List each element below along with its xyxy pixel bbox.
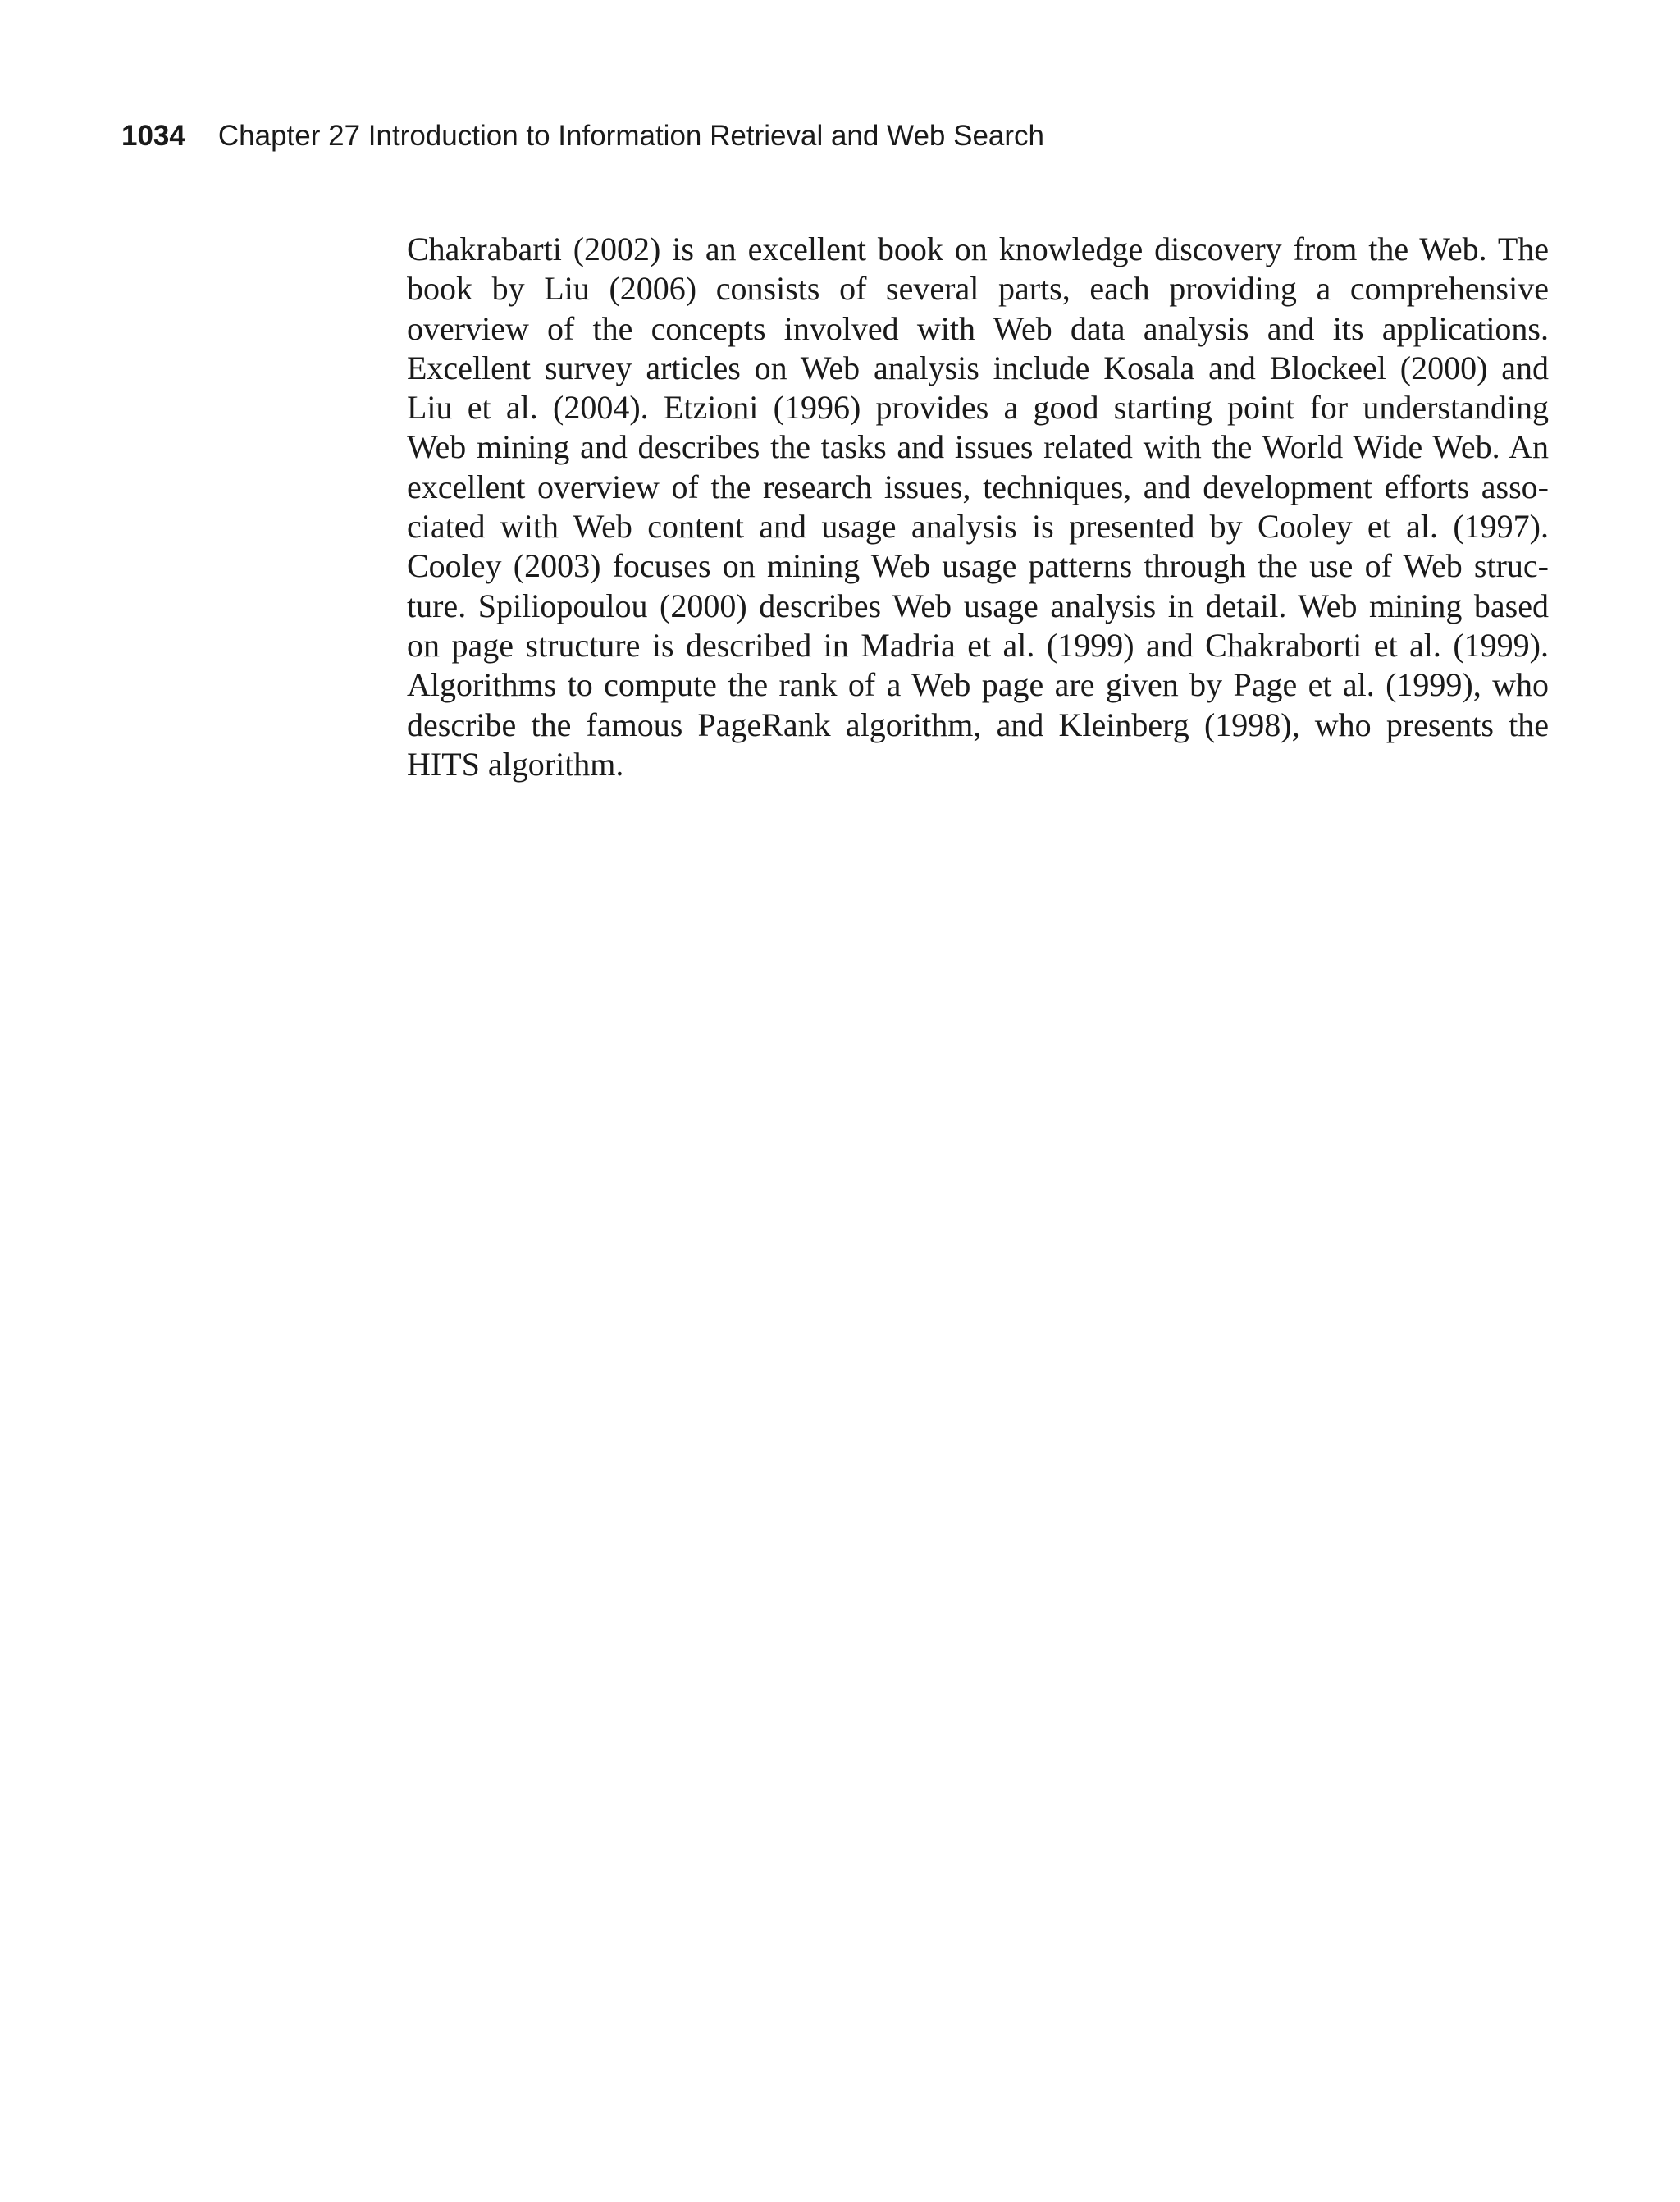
paragraph-line: Cooley (2003) focuses on mining Web usage patterns through the use of Web struc- (407, 547, 1549, 585)
chapter-title: Chapter 27 Introduction to Information Retrieval and Web Search (217, 120, 1045, 152)
paragraph-line: Chakrabarti (2002) is an excellent book on knowledge discovery from the Web. The (407, 231, 1549, 267)
body-paragraph (407, 230, 1549, 784)
paragraph-line: overview of the concepts involved with Web data analysis and its applications. (407, 309, 1549, 347)
running-header (121, 118, 1044, 154)
paragraph-line: ture. Spiliopoulou (2000) describes Web usage analysis in detail. Web mining based (407, 587, 1549, 624)
paragraph-line: book by Liu (2006) consists of several parts, each providing a comprehensive (407, 270, 1549, 308)
paragraph-line: Web mining and describes the tasks and issues related with the World Wide Web. An (407, 428, 1549, 466)
paragraph-line: ciated with Web content and usage analysis is presented by Cooley et al. (1997). (407, 508, 1549, 546)
paragraph-line: Algorithms to compute the rank of a Web page are given by Page et al. (1999), who (407, 666, 1549, 704)
paragraph-line: describe the famous PageRank algorithm, and Kleinberg (1998), who presents the (407, 706, 1549, 743)
paragraph-line: Excellent survey articles on Web analysis include Kosala and Blockeel (2000) and (407, 349, 1549, 386)
page-number: 1034 (121, 120, 185, 152)
paragraph-line: on page structure is described in Madria et al. (1999) and Chakraborti et al. (1999). (407, 626, 1549, 664)
paragraph-line: excellent overview of the research issues, techniques, and development efforts asso- (407, 468, 1549, 505)
paragraph-line: HITS algorithm. (407, 745, 624, 783)
paragraph-line: Liu et al. (2004). Etzioni (1996) provides a good starting point for understanding (407, 389, 1549, 427)
